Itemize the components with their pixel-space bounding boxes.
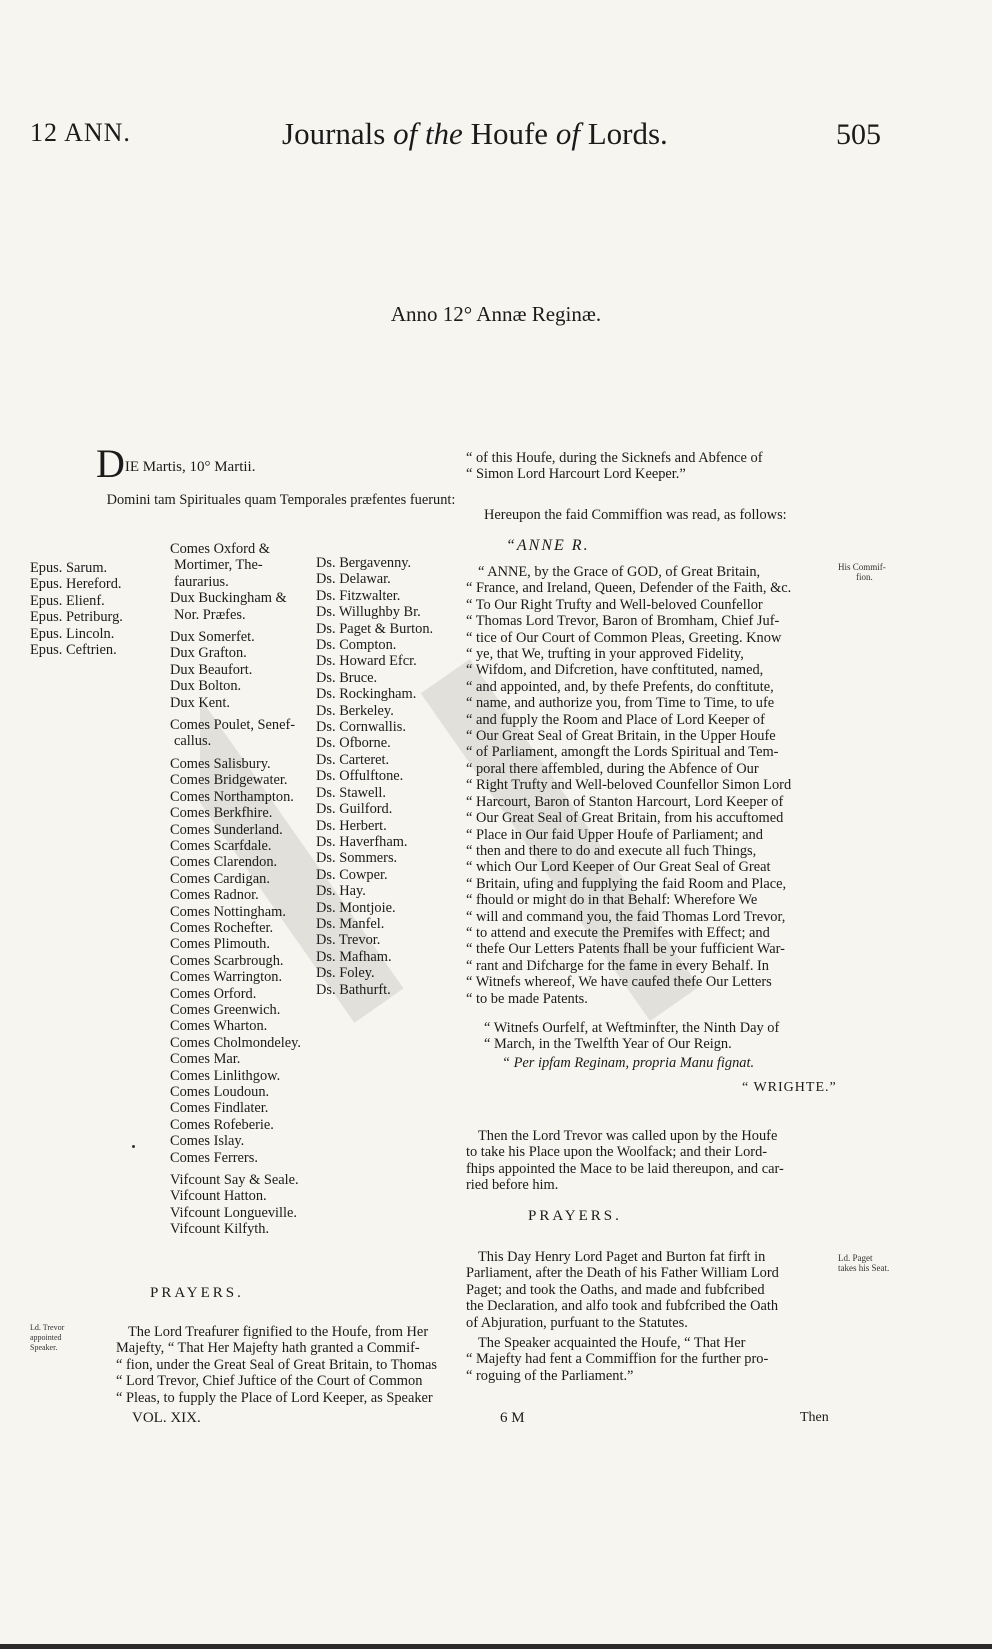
list-item: Comes Cholmondeley. xyxy=(170,1034,301,1051)
list-item: Ds. Willughby Br. xyxy=(316,604,421,621)
list-item: Ds. Rockingham. xyxy=(316,686,417,703)
text-line: “ which Our Lord Keeper of Our Great Seal of Great xyxy=(466,859,771,876)
list-item: faurarius. xyxy=(174,573,229,590)
list-item: Comes Cardigan. xyxy=(170,870,270,887)
text-line: The Lord Treafurer fignified to the Houfe, from Her xyxy=(128,1324,429,1340)
session-heading: Anno 12° Annæ Reginæ. xyxy=(390,302,602,326)
text-line: “ Harcourt, Baron of Stanton Harcourt, Lord Keeper of xyxy=(466,793,784,810)
margin-line: takes his Seat. xyxy=(838,1263,890,1273)
bishops-list xyxy=(30,560,123,658)
text-line: “ Witnefs Ourfelf, at Weftminfter, the Ninth Day of xyxy=(484,1020,780,1036)
list-item: Comes Oxford & xyxy=(170,541,270,557)
text-line: “ to be made Patents. xyxy=(466,990,588,1007)
margin-line: Ld. Paget xyxy=(838,1253,873,1263)
list-item: Comes Bridgewater. xyxy=(170,772,288,789)
barons-list xyxy=(316,555,433,998)
list-item: Comes Rochefter. xyxy=(170,919,274,936)
text-line: “ Wifdom, and Difcretion, have conftituted, named, xyxy=(466,662,764,679)
page-edge-rule xyxy=(0,1644,992,1649)
text-line: Paget; and took the Oaths, and made and fubfcribed xyxy=(466,1281,765,1298)
list-item: Comes Islay. xyxy=(170,1133,245,1150)
list-item: Comes Nottingham. xyxy=(170,903,286,920)
text-line: “ will and command you, the faid Thomas Lord Trevor, xyxy=(466,908,786,925)
list-item: Vifcount Say & Seale. xyxy=(170,1172,299,1189)
section-heading-prayers: PRAYERS. xyxy=(528,1208,622,1224)
text-line: “ poral there affembled, during the Abfence of Our xyxy=(466,760,759,777)
margin-line: Ld. Trevor xyxy=(30,1323,65,1332)
list-item: Ds. Stawell. xyxy=(316,784,386,801)
text-line: Then the Lord Trevor was called upon by the Houfe xyxy=(478,1128,778,1144)
treasurer-paragraph xyxy=(116,1324,466,1406)
volume-signature: VOL. XIX. xyxy=(132,1410,201,1426)
list-item: Dux Grafton. xyxy=(170,645,247,662)
text-line: “ To Our Right Trufty and Well-beloved Counfellor xyxy=(466,596,763,613)
list-item: Comes Orford. xyxy=(170,985,257,1002)
list-item: Epus. Sarum. xyxy=(30,560,108,576)
list-item: Epus. Elienf. xyxy=(30,592,105,609)
attendance-heading: Domini tam Spirituales quam Temporales præfentes fuerunt: xyxy=(106,492,456,508)
text-line: “ Pleas, to fupply the Place of Lord Keeper, as Speaker xyxy=(116,1389,433,1406)
list-item: Comes Rofeberie. xyxy=(170,1116,274,1133)
text-line: “ then and there to do and execute all fuch Things, xyxy=(466,842,757,859)
text-line: “ Britain, ufing and fupplying the faid Room and Place, xyxy=(466,875,787,892)
signature-mark: 6 M xyxy=(500,1410,525,1426)
text-line: “ Our Great Seal of Great Britain, in the Upper Houfe xyxy=(466,728,776,745)
list-item: Ds. Compton. xyxy=(316,637,397,654)
text-line: “ of Parliament, amongft the Lords Spiritual and Tem- xyxy=(466,744,779,761)
list-item: Ds. Guilford. xyxy=(316,801,393,818)
list-item: Comes Greenwich. xyxy=(170,1001,281,1018)
margin-note-commission xyxy=(838,562,886,582)
list-item: Dux Bolton. xyxy=(170,678,242,695)
text-line: “ and fupply the Room and Place of Lord Keeper of xyxy=(466,711,765,728)
list-item: Comes Mar. xyxy=(170,1051,241,1068)
text-line: “ thefe Our Letters Patents fhall be your fufficient War- xyxy=(466,941,785,958)
title-part: Journals xyxy=(282,116,394,151)
commission-text xyxy=(466,564,836,1007)
list-item: Epus. Hereford. xyxy=(30,576,122,593)
list-item: Comes Clarendon. xyxy=(170,854,278,871)
list-item: Dux Buckingham & xyxy=(170,590,287,607)
list-item: Dux Kent. xyxy=(170,694,230,711)
page-number: 505 xyxy=(836,118,881,151)
list-item: Ds. Carteret. xyxy=(316,751,390,768)
list-item: Vifcount Hatton. xyxy=(170,1188,267,1205)
text-line: “ fhould or might do in that Behalf: Wherefore We xyxy=(466,892,758,909)
signatory: “ WRIGHTE.” xyxy=(742,1080,837,1095)
margin-line: appointed xyxy=(30,1333,62,1342)
margin-line: His Commif- xyxy=(838,562,886,572)
title-part: Lords. xyxy=(579,116,668,151)
list-item: Ds. Howard Efcr. xyxy=(316,653,417,670)
per-ipsam-line: “ Per ipfam Reginam, propria Manu fignat. xyxy=(502,1055,755,1071)
text-line: The Speaker acquainted the Houfe, “ That Her xyxy=(478,1335,746,1351)
list-item: Ds. Hay. xyxy=(316,883,366,900)
margin-note-trevor xyxy=(30,1323,64,1353)
catchword: Then xyxy=(800,1410,829,1425)
list-item: Ds. Cowper. xyxy=(316,866,388,883)
list-item: Comes Scarbrough. xyxy=(170,952,284,969)
text-line: “ Thomas Lord Trevor, Baron of Bromham, Chief Juf- xyxy=(466,613,780,630)
text-line: “ ye, that We, trufting in your approved Fidelity, xyxy=(466,646,744,663)
ink-speck xyxy=(132,1145,135,1148)
list-item: Ds. Haverfham. xyxy=(316,833,408,850)
witness-clause xyxy=(466,1020,836,1053)
sitting-date xyxy=(96,441,256,486)
list-item: Comes Warrington. xyxy=(170,969,283,986)
text-line: “ rant and Difcharge for the fame in every Behalf. In xyxy=(466,957,769,974)
title-part: of xyxy=(555,116,580,151)
margin-line: fion. xyxy=(856,572,873,582)
text-line: “ of this Houfe, during the Sicknefs and Abfence of xyxy=(466,450,763,466)
text-line: “ Witnefs whereof, We have caufed thefe Our Letters xyxy=(466,974,772,991)
list-item: Ds. Bruce. xyxy=(316,669,378,686)
text-line: Parliament, after the Death of his Father William Lord xyxy=(466,1265,779,1282)
list-item: Ds. Sommers. xyxy=(316,850,398,867)
list-item: Ds. Trevor. xyxy=(316,932,381,949)
list-item: Comes Sunderland. xyxy=(170,821,283,838)
text-line: “ ANNE, by the Grace of GOD, of Great Britain, xyxy=(478,564,761,580)
text-line: to take his Place upon the Woolfack; and their Lord- xyxy=(466,1144,768,1161)
list-item: Dux Beaufort. xyxy=(170,661,253,678)
list-item: Ds. Mafham. xyxy=(316,948,392,965)
list-item: Comes Salisbury. xyxy=(170,755,271,772)
running-head-left: 12 ANN. xyxy=(30,118,131,147)
list-item: Comes Ferrers. xyxy=(170,1149,258,1166)
text-line: “ Lord Trevor, Chief Juftice of the Court of Common xyxy=(116,1373,423,1390)
list-item: Ds. Bathurft. xyxy=(316,981,391,998)
text-line: “ and appointed, and, by thefe Prefents, do conftitute, xyxy=(466,678,774,695)
margin-line: Speaker. xyxy=(30,1343,58,1352)
list-item: Ds. Bergavenny. xyxy=(316,555,412,571)
list-item: Ds. Paget & Burton. xyxy=(316,620,434,637)
list-item: Ds. Delawar. xyxy=(316,571,391,588)
list-item: callus. xyxy=(174,733,212,750)
text-line: “ Our Great Seal of Great Britain, from his accuftomed xyxy=(466,810,784,827)
list-item: Ds. Berkeley. xyxy=(316,702,394,719)
list-item: Comes Radnor. xyxy=(170,887,259,904)
list-item: Ds. Cornwallis. xyxy=(316,719,406,736)
list-item: Comes Berkfhire. xyxy=(170,805,273,822)
list-item: Comes Wharton. xyxy=(170,1018,268,1035)
list-item: Epus. Lincoln. xyxy=(30,625,115,642)
list-item: Comes Plimouth. xyxy=(170,936,270,953)
continuation-paragraph xyxy=(466,450,836,483)
text-line: “ to attend and execute the Premifes with Effect; and xyxy=(466,924,770,941)
list-item: Ds. Foley. xyxy=(316,965,375,982)
list-item: Dux Somerfet. xyxy=(170,629,255,646)
text-line: Majefty, “ That Her Majefty hath granted a Commif- xyxy=(116,1340,420,1357)
title-part: of the xyxy=(393,116,463,151)
list-item: Vifcount Kilfyth. xyxy=(170,1221,270,1238)
commission-heading: “ANNE R. xyxy=(506,537,590,554)
text-line: ried before him. xyxy=(466,1177,559,1194)
list-item: Vifcount Longueville. xyxy=(170,1204,298,1221)
text-line: fhips appointed the Mace to be laid thereupon, and car- xyxy=(466,1160,784,1177)
journal-title xyxy=(282,116,668,152)
text-line: “ March, in the Twelfth Year of Our Reign. xyxy=(484,1036,732,1053)
title-part: Houfe xyxy=(462,116,556,151)
list-item: Comes Northampton. xyxy=(170,788,294,805)
text-line: of Abjuration, purfuant to the Statutes. xyxy=(466,1314,688,1331)
date-text: IE Martis, 10° Martii. xyxy=(124,459,256,475)
text-line: “ France, and Ireland, Queen, Defender of the Faith, &c. xyxy=(466,580,792,597)
text-line: “ Place in Our faid Upper Houfe of Parliament; and xyxy=(466,826,763,843)
text-line: “ name, and authorize you, from Time to Time, to ufe xyxy=(466,695,775,712)
section-heading-prayers: PRAYERS. xyxy=(150,1285,244,1301)
margin-note-paget xyxy=(838,1253,889,1273)
text-line: “ tice of Our Court of Common Pleas, Greeting. Know xyxy=(466,629,782,646)
text-line: This Day Henry Lord Paget and Burton fat firft in xyxy=(478,1249,766,1265)
list-item: Epus. Ceftrien. xyxy=(30,642,117,659)
list-item: Comes Scarfdale. xyxy=(170,837,272,854)
list-item: Ds. Manfel. xyxy=(316,915,385,932)
list-item: Comes Poulet, Senef- xyxy=(170,717,296,734)
drop-cap: D xyxy=(96,441,125,486)
list-item: Ds. Offulftone. xyxy=(316,768,404,785)
text-line: “ roguing of the Parliament.” xyxy=(466,1367,634,1384)
list-item: Comes Loudoun. xyxy=(170,1084,270,1100)
list-item: Ds. Fitzwalter. xyxy=(316,587,401,604)
list-item: Comes Linlithgow. xyxy=(170,1067,281,1084)
list-item: Ds. Ofborne. xyxy=(316,735,391,752)
list-item: Ds. Herbert. xyxy=(316,817,387,834)
list-item: Mortimer, The- xyxy=(174,557,263,574)
list-item: Nor. Præfes. xyxy=(174,606,246,623)
trevor-paragraph xyxy=(466,1128,836,1194)
list-item: Ds. Montjoie. xyxy=(316,899,396,916)
text-line: “ fion, under the Great Seal of Great Britain, to Thomas xyxy=(116,1356,438,1373)
text-line: “ Simon Lord Harcourt Lord Keeper.” xyxy=(466,466,686,483)
text-line: “ Majefty had fent a Commiffion for the further pro- xyxy=(466,1351,769,1368)
hereupon-line: Hereupon the faid Commiffion was read, as follows: xyxy=(484,507,787,523)
text-line: “ Right Trufty and Well-beloved Counfellor Simon Lord xyxy=(466,777,792,794)
peers-list xyxy=(170,541,301,1238)
text-line: the Declaration, and alfo took and fubfcribed the Oath xyxy=(466,1298,779,1315)
speaker-paragraph xyxy=(466,1335,836,1384)
list-item: Epus. Petriburg. xyxy=(30,609,123,626)
list-item: Comes Findlater. xyxy=(170,1100,269,1117)
paget-paragraph xyxy=(466,1249,836,1331)
